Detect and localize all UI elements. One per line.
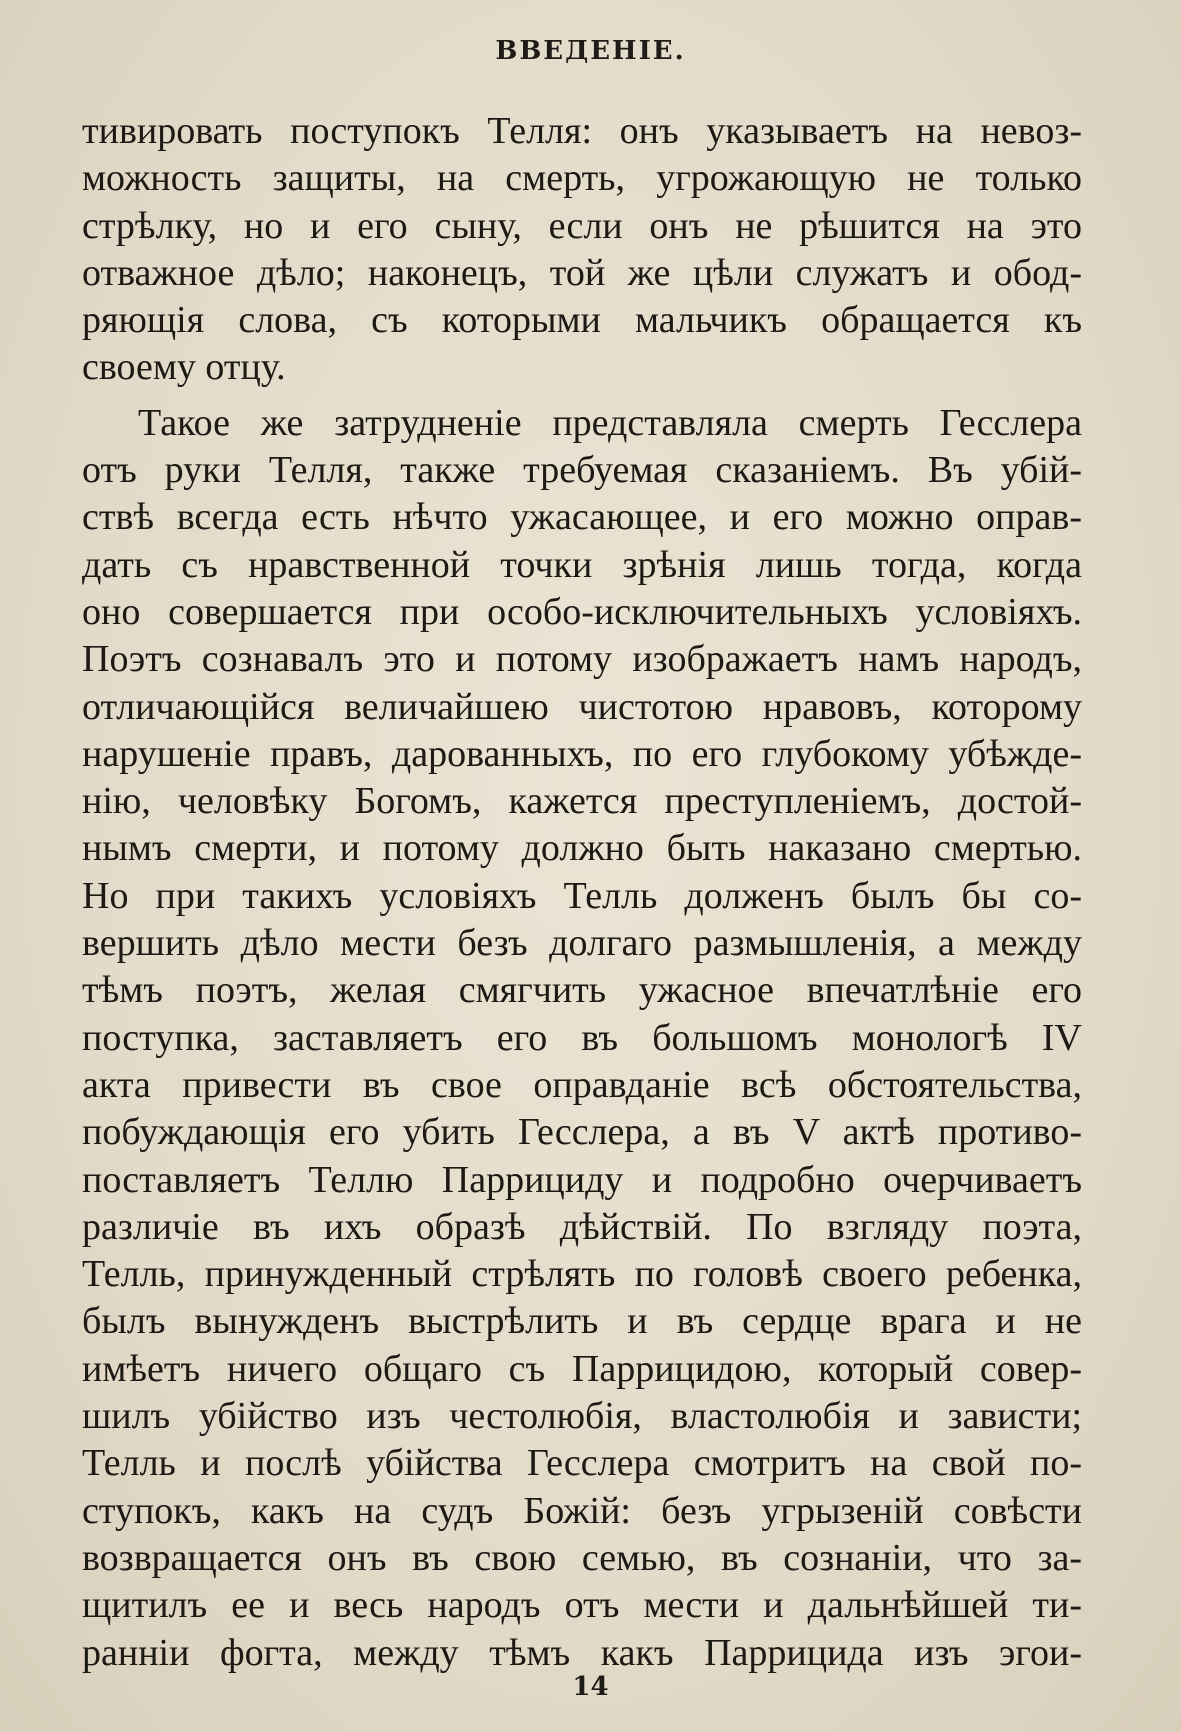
text-line: тѣмъ поэтъ, желая смягчить ужасное впечатлѣніе его [82, 969, 1082, 1012]
text-line: тивировать поступокъ Телля: онъ указываетъ на невоз- [82, 110, 1082, 152]
text-line: отличающійся величайшею чистотою нравовъ, которому [82, 685, 1082, 728]
text-line: своему отцу. [82, 346, 286, 389]
text-line: дать съ нравственной точки зрѣнія лишь тогда, когда [82, 543, 1082, 586]
text-line: Такое же затрудненіе представляла смерть Гесслера [138, 401, 1082, 444]
text-line: оно совершается при особо-исключительныхъ условіяхъ. [82, 590, 1082, 633]
paragraph-gap [82, 392, 1082, 400]
text-line: отъ руки Телля, также требуемая сказаніемъ. Въ убій- [82, 449, 1082, 492]
text-line: Телль и послѣ убійства Гесслера смотритъ на свой по- [82, 1442, 1082, 1485]
text-line: отважное дѣло; наконецъ, той же цѣли служатъ и обод- [82, 251, 1082, 294]
text-line: различіе въ ихъ образѣ дѣйствій. По взгляду поэта, [82, 1205, 1082, 1248]
text-line: ствѣ всегда есть нѣчто ужасающее, и его можно оправ- [82, 496, 1082, 539]
text-line: поступка, заставляетъ его въ большомъ монологѣ IV [82, 1016, 1082, 1059]
text-line: нію, человѣку Богомъ, кажется преступленіемъ, достой- [82, 780, 1082, 823]
text-line: Но при такихъ условіяхъ Телль долженъ былъ бы со- [82, 874, 1082, 917]
text-line: нымъ смерти, и потому должно быть наказано смертью. [82, 827, 1082, 870]
text-line: ранніи фогта, между тѣмъ какъ Паррицида изъ эгои- [82, 1631, 1082, 1674]
text-line: Поэтъ сознавалъ это и потому изображаетъ намъ народъ, [82, 638, 1082, 681]
text-line: возвращается онъ въ свою семью, въ сознаніи, что за- [82, 1536, 1082, 1579]
paragraph-1 [82, 108, 1082, 392]
text-line: ряющія слова, съ которыми мальчикъ обращается къ [82, 299, 1082, 342]
text-line: щитилъ ее и весь народъ отъ мести и дальнѣйшей ти- [82, 1584, 1082, 1627]
text-line: вершить дѣло мести безъ долгаго размышленія, а между [82, 922, 1082, 965]
text-line: имѣетъ ничего общаго съ Паррицидою, который совер- [82, 1347, 1082, 1390]
text-line: нарушеніе правъ, дарованныхъ, по его глубокому убѣжде- [82, 732, 1082, 775]
text-line: стрѣлку, но и его сыну, если онъ не рѣшится на это [82, 204, 1082, 247]
text-line: побуждающія его убить Гесслера, а въ V актѣ противо- [82, 1111, 1082, 1154]
text-line: ступокъ, какъ на судъ Божій: безъ угрызеній совѣсти [82, 1489, 1082, 1532]
text-line: поставляетъ Теллю Паррициду и подробно очерчиваетъ [82, 1158, 1082, 1201]
text-line: акта привести въ свое оправданіе всѣ обстоятельства, [82, 1063, 1082, 1106]
text-line: былъ вынужденъ выстрѣлить и въ сердце врага и не [82, 1300, 1082, 1343]
running-header: ВВЕДЕНІЕ. [495, 36, 686, 66]
text-line: Телль, принужденный стрѣлять по головѣ своего ребенка, [82, 1253, 1082, 1296]
body-text [82, 108, 1082, 1677]
text-line: можность защиты, на смерть, угрожающую не только [82, 157, 1082, 200]
paragraph-2 [82, 400, 1082, 1677]
text-line: шилъ убійство изъ честолюбія, властолюбія и зависти; [82, 1395, 1082, 1438]
page-number: 14 [572, 1672, 609, 1702]
